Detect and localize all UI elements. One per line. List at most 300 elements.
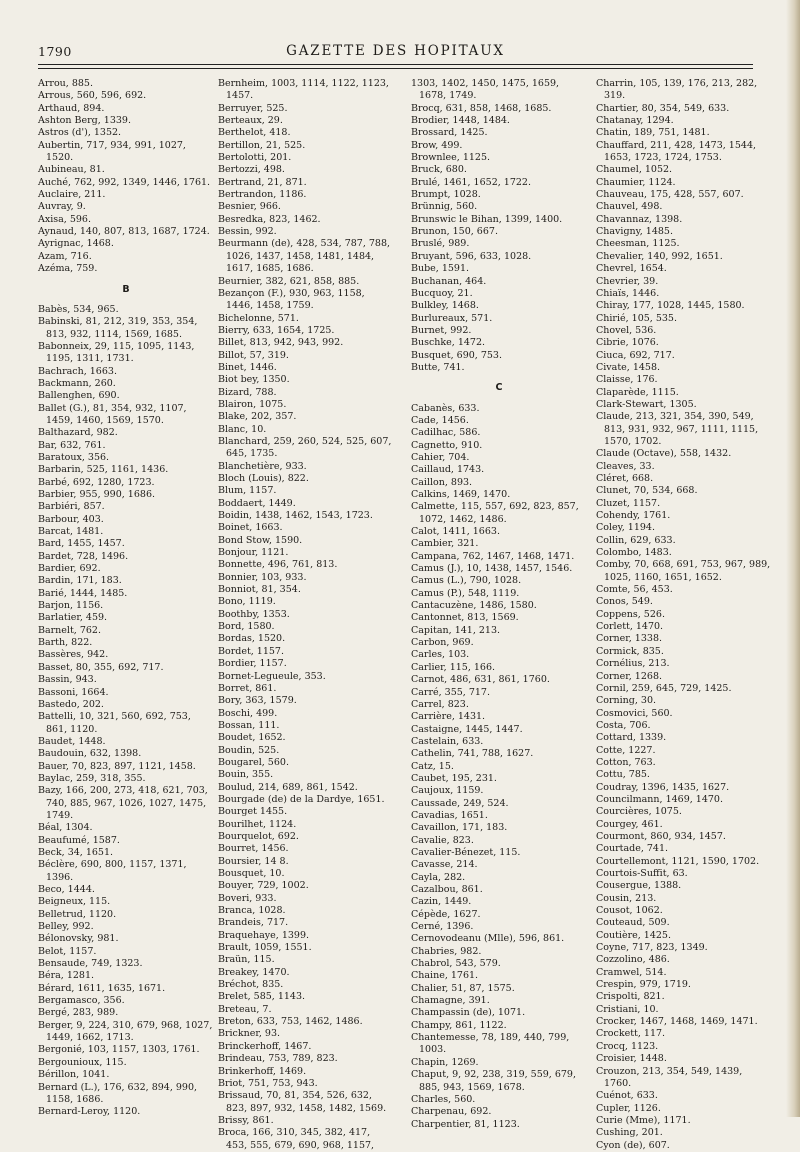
index-entry: Aubertin, 717, 934, 991, 1027, 1520. bbox=[38, 139, 186, 164]
index-entry: Bazy, 166, 200, 273, 418, 621, 703, 740, 885, 967, 1026, 1027, 1475, 1749. bbox=[38, 785, 208, 821]
index-entry: Charpenau, 692. bbox=[411, 1106, 492, 1118]
index-entry: Busquet, 690, 753. bbox=[411, 349, 502, 361]
index-entry: Chiaïs, 1446. bbox=[596, 287, 660, 299]
index-entry: Carnot, 486, 631, 861, 1760. bbox=[411, 674, 550, 686]
index-entry: Beaufumé, 1587. bbox=[38, 834, 120, 846]
index-entry: Bucquoy, 21. bbox=[411, 287, 473, 299]
index-entry: Breton, 633, 753, 1462, 1486. bbox=[218, 1016, 363, 1028]
index-entry: Arrou, 885. bbox=[38, 78, 93, 89]
index-entry: Bougarel, 560. bbox=[218, 756, 289, 768]
index-entry: Chabries, 982. bbox=[411, 945, 482, 957]
index-entry: Baudet, 1448. bbox=[38, 735, 106, 747]
index-entry: Brinckerhoff, 1467. bbox=[218, 1040, 312, 1052]
index-entry: Blanchard, 259, 260, 524, 525, 607, 645, 1735. bbox=[218, 435, 392, 460]
index-entry: Cahier, 704. bbox=[411, 451, 470, 463]
page-header bbox=[38, 40, 753, 64]
index-entry: Bossan, 111. bbox=[218, 719, 280, 731]
index-entry: Boinet, 1663. bbox=[218, 522, 283, 534]
index-entry: Belley, 992. bbox=[38, 921, 94, 933]
index-entry: Cornélius, 213. bbox=[596, 658, 670, 670]
index-entry: Bessin, 992. bbox=[218, 226, 277, 238]
index-entry: Cluzet, 1157. bbox=[596, 497, 661, 509]
header-rule-thin bbox=[38, 68, 753, 69]
index-entry: Chartier, 80, 354, 549, 633. bbox=[596, 102, 730, 114]
index-entry: Croisier, 1448. bbox=[596, 1053, 667, 1065]
page-edge-shadow bbox=[786, 0, 800, 1117]
index-entry: Cazin, 1449. bbox=[411, 896, 472, 908]
index-entry: Bulkley, 1468. bbox=[411, 300, 479, 312]
index-entry: Billet, 813, 942, 943, 992. bbox=[218, 337, 344, 349]
index-entry: Bélonovsky, 981. bbox=[38, 933, 119, 945]
index-entry: Cottard, 1339. bbox=[596, 732, 667, 744]
index-entry: Collin, 629, 633. bbox=[596, 534, 676, 546]
index-entry: Chevrel, 1654. bbox=[596, 263, 667, 275]
index-entry: Bordier, 1157. bbox=[218, 658, 287, 670]
index-entry: Castelain, 633. bbox=[411, 735, 484, 747]
index-entry: Claude (Octave), 558, 1432. bbox=[596, 448, 732, 460]
index-entry: Corner, 1338. bbox=[596, 633, 663, 645]
index-entry: Camus (P.), 548, 1119. bbox=[411, 587, 520, 599]
index-entry: Babonneix, 29, 115, 1095, 1143, 1195, 1311, 1731. bbox=[38, 340, 195, 365]
index-entry: Curie (Mme), 1171. bbox=[596, 1114, 691, 1126]
index-entry: Bergonié, 103, 1157, 1303, 1761. bbox=[38, 1044, 200, 1056]
index-entry: Catz, 15. bbox=[411, 760, 454, 772]
index-entry: Branca, 1028. bbox=[218, 905, 286, 917]
index-entry: Cyon (de), 607. bbox=[596, 1139, 670, 1151]
index-entry: Burlureaux, 571. bbox=[411, 312, 493, 324]
index-entry: Bono, 1119. bbox=[218, 596, 276, 608]
index-entry: Braquehaye, 1399. bbox=[218, 929, 310, 941]
index-entry: Chalier, 51, 87, 1575. bbox=[411, 982, 515, 994]
index-entry: Charpentier, 81, 1123. bbox=[411, 1118, 520, 1130]
index-entry: Bertolotti, 201. bbox=[218, 152, 292, 164]
index-entry: Chavannaz, 1398. bbox=[596, 213, 683, 225]
index-entry: Cousin, 213. bbox=[596, 892, 657, 904]
index-entry: Chamagne, 391. bbox=[411, 995, 490, 1007]
index-entry: Caubet, 195, 231. bbox=[411, 772, 497, 784]
index-entry: Charrin, 105, 139, 176, 213, 282, 319. bbox=[596, 78, 758, 102]
index-entry: Brunon, 150, 667. bbox=[411, 226, 498, 238]
index-entry: Barbier, 955, 990, 1686. bbox=[38, 489, 156, 500]
index-entry: Cathelin, 741, 788, 1627. bbox=[411, 748, 534, 760]
index-entry: Boschi, 499. bbox=[218, 707, 278, 719]
index-columns bbox=[38, 78, 771, 1151]
index-entry: Briot, 751, 753, 943. bbox=[218, 1077, 318, 1089]
index-entry: Bernard-Leroy, 1120. bbox=[38, 1106, 141, 1118]
index-entry: Barbour, 403. bbox=[38, 513, 104, 525]
index-entry: Ballenghen, 690. bbox=[38, 390, 120, 402]
index-entry: Bardier, 692. bbox=[38, 563, 101, 575]
index-entry: Butte, 741. bbox=[411, 361, 465, 373]
index-entry: Conos, 549. bbox=[596, 596, 653, 608]
index-entry: Ciuca, 692, 717. bbox=[596, 349, 675, 361]
index-entry: Cantacuzène, 1486, 1580. bbox=[411, 600, 537, 612]
index-entry: Ayrignac, 1468. bbox=[38, 238, 114, 250]
index-entry: Camus (J.), 10, 1438, 1457, 1546. bbox=[411, 563, 573, 575]
index-entry: Brumpt, 1028. bbox=[411, 189, 481, 201]
index-entry: Cléret, 668. bbox=[596, 473, 654, 484]
index-entry: Champassin (de), 1071. bbox=[411, 1007, 526, 1019]
index-entry: Chovel, 536. bbox=[596, 324, 657, 336]
index-entry: Axisa, 596. bbox=[38, 213, 91, 225]
index-entry: Bizard, 788. bbox=[218, 386, 277, 398]
index-entry: Courtade, 741. bbox=[596, 843, 669, 855]
index-entry: Cozzolino, 486. bbox=[596, 954, 670, 966]
index-entry: Crespin, 979, 1719. bbox=[596, 979, 691, 991]
index-entry: Chaumel, 1052. bbox=[596, 164, 673, 176]
index-entry: Arthaud, 894. bbox=[38, 102, 105, 114]
index-entry: Cagnetto, 910. bbox=[411, 439, 483, 451]
index-entry: Brinkerhoff, 1469. bbox=[218, 1065, 307, 1077]
index-entry: Cramwel, 514. bbox=[596, 966, 667, 978]
index-entry: Bernheim, 1003, 1114, 1122, 1123, 1457. bbox=[218, 78, 389, 102]
index-entry: Chavigny, 1485. bbox=[596, 226, 673, 238]
index-entry: Buschke, 1472. bbox=[411, 337, 486, 349]
index-entry: Bordas, 1520. bbox=[218, 633, 286, 645]
index-entry: Bouin, 355. bbox=[218, 769, 274, 781]
index-entry: Cousot, 1062. bbox=[596, 905, 663, 917]
index-entry: Auclaire, 211. bbox=[38, 189, 106, 201]
index-entry: Bloch (Louis), 822. bbox=[218, 473, 309, 484]
index-entry: Corner, 1268. bbox=[596, 670, 663, 682]
index-entry: Carré, 355, 717. bbox=[411, 686, 491, 698]
index-entry: Crouzon, 213, 354, 549, 1439, 1760. bbox=[596, 1065, 743, 1089]
index-entry: Besredka, 823, 1462. bbox=[218, 213, 321, 225]
index-entry: Biot bey, 1350. bbox=[218, 374, 290, 386]
index-entry: Bergé, 283, 989. bbox=[38, 1007, 119, 1019]
index-entry: Bourquelot, 692. bbox=[218, 830, 299, 842]
index-entry: Bord, 1580. bbox=[218, 621, 275, 633]
header-rule-thick bbox=[38, 64, 753, 65]
index-entry: Boudin, 525. bbox=[218, 744, 280, 756]
index-entry: Carrière, 1431. bbox=[411, 711, 486, 723]
index-entry: Bastedo, 202. bbox=[38, 698, 104, 710]
index-entry: Bourret, 1456. bbox=[218, 843, 289, 855]
index-entry: Chaine, 1761. bbox=[411, 970, 479, 982]
index-entry: Cotte, 1227. bbox=[596, 744, 656, 756]
index-entry: Bordet, 1157. bbox=[218, 645, 284, 657]
index-entry: Carbon, 969. bbox=[411, 637, 474, 649]
index-entry: Barlatier, 459. bbox=[38, 612, 108, 624]
index-entry: Claisse, 176. bbox=[596, 374, 658, 386]
index-entry: Baudouin, 632, 1398. bbox=[38, 748, 142, 760]
index-entry: Cottu, 785. bbox=[596, 769, 650, 781]
index-entry: Courtellemont, 1121, 1590, 1702. bbox=[596, 855, 760, 867]
index-entry: Bassin, 943. bbox=[38, 674, 97, 686]
index-entry: Ashton Berg, 1339. bbox=[38, 115, 131, 127]
index-entry: Bassoni, 1664. bbox=[38, 686, 109, 698]
index-entry: Arrous, 560, 596, 692. bbox=[38, 90, 147, 102]
index-entry: Brow, 499. bbox=[411, 139, 463, 151]
index-entry: Bory, 363, 1579. bbox=[218, 695, 297, 707]
index-column-2 bbox=[218, 78, 394, 1152]
index-entry: Barbiéri, 857. bbox=[38, 501, 105, 513]
index-entry: Beco, 1444. bbox=[38, 884, 95, 895]
section-letter: C bbox=[495, 382, 503, 394]
index-entry: Backmann, 260. bbox=[38, 377, 116, 389]
index-entry: Corlett, 1470. bbox=[596, 621, 664, 633]
index-column-4 bbox=[596, 78, 772, 1152]
index-entry: Colombo, 1483. bbox=[596, 547, 672, 559]
index-entry: Brelet, 585, 1143. bbox=[218, 991, 306, 1003]
index-entry: Cavalier-Bénezet, 115. bbox=[411, 846, 521, 858]
index-entry: Brunswic le Bihan, 1399, 1400. bbox=[411, 213, 563, 225]
index-entry: Aubineau, 81. bbox=[38, 164, 105, 176]
index-column-3 bbox=[411, 78, 587, 1131]
index-entry: Boddaert, 1449. bbox=[218, 497, 296, 509]
index-entry: Chevalier, 140, 992, 1651. bbox=[596, 250, 723, 262]
index-entry: Balthazard, 982. bbox=[38, 427, 118, 439]
index-entry: Claparède, 1115. bbox=[596, 386, 679, 398]
index-entry: Civate, 1458. bbox=[596, 361, 661, 373]
index-entry: Baylac, 259, 318, 355. bbox=[38, 772, 146, 784]
index-entry: Berteaux, 29. bbox=[218, 115, 283, 127]
index-entry: Bachrach, 1663. bbox=[38, 365, 117, 377]
index-entry: Cernovodeanu (Mlle), 596, 861. bbox=[411, 933, 565, 945]
index-entry: Bassères, 942. bbox=[38, 649, 109, 661]
page-number: 1790 bbox=[38, 44, 72, 59]
index-entry: Béra, 1281. bbox=[38, 970, 95, 982]
index-entry: Cerné, 1396. bbox=[411, 921, 474, 933]
index-entry: Brissy, 861. bbox=[218, 1114, 274, 1126]
index-entry: Bornet-Legueule, 353. bbox=[218, 670, 326, 682]
index-entry: Aynaud, 140, 807, 813, 1687, 1724. bbox=[38, 226, 210, 238]
index-entry: Bérillon, 1041. bbox=[38, 1069, 110, 1081]
index-entry: Bruyant, 596, 633, 1028. bbox=[411, 250, 532, 262]
index-entry: Barth, 822. bbox=[38, 637, 93, 649]
index-entry: Chapin, 1269. bbox=[411, 1056, 479, 1068]
index-entry: Billot, 57, 319. bbox=[218, 349, 289, 361]
index-entry: Chaumier, 1124. bbox=[596, 176, 676, 188]
index-entry: Comby, 70, 668, 691, 753, 967, 989, 1025, 1160, 1651, 1652. bbox=[596, 559, 771, 583]
index-entry: Bardin, 171, 183. bbox=[38, 575, 122, 587]
index-entry: Champy, 861, 1122. bbox=[411, 1019, 507, 1031]
index-entry: Belot, 1157. bbox=[38, 945, 97, 957]
index-entry: Chantemesse, 78, 189, 440, 799, 1003. bbox=[411, 1032, 570, 1056]
index-entry: Claude, 213, 321, 354, 390, 549, 813, 931, 932, 967, 1111, 1115, 1570, 1702. bbox=[596, 411, 759, 447]
index-entry: Beurmann (de), 428, 534, 787, 788, 1026, 1437, 1458, 1481, 1484, 1617, 1685, 1686. bbox=[218, 238, 391, 275]
index-entry: Cohendy, 1761. bbox=[596, 510, 671, 522]
index-entry: Barjon, 1156. bbox=[38, 600, 104, 612]
index-entry: Courtois-Suffit, 63. bbox=[596, 868, 688, 879]
index-entry: Bergounioux, 115. bbox=[38, 1056, 127, 1068]
index-entry: Cazalbou, 861. bbox=[411, 884, 483, 895]
index-entry: Charles, 560. bbox=[411, 1093, 476, 1105]
index-entry: Chabrol, 543, 579. bbox=[411, 958, 501, 970]
index-entry: Coutière, 1425. bbox=[596, 929, 671, 941]
index-entry: Béclère, 690, 800, 1157, 1371, 1396. bbox=[38, 859, 187, 883]
index-entry: Barnelt, 762. bbox=[38, 624, 101, 636]
index-entry: Bouyer, 729, 1002. bbox=[218, 880, 309, 892]
index-entry: Bertozzi, 498. bbox=[218, 164, 285, 176]
index-entry: Bourgade (de) de la Dardye, 1651. bbox=[218, 793, 385, 805]
index-entry: Cantonnet, 813, 1569. bbox=[411, 612, 519, 624]
index-entry: Courgey, 461. bbox=[596, 818, 663, 830]
index-entry: Bertrandon, 1186. bbox=[218, 189, 307, 201]
index-entry: Brissaud, 70, 81, 354, 526, 632, 823, 897, 932, 1458, 1482, 1569. bbox=[218, 1090, 387, 1114]
index-entry: Cade, 1456. bbox=[411, 414, 469, 426]
index-entry: Corning, 30. bbox=[596, 695, 657, 707]
index-entry: Carrel, 823. bbox=[411, 698, 469, 710]
index-entry: Barié, 1444, 1485. bbox=[38, 587, 128, 599]
index-entry: Barbé, 692, 1280, 1723. bbox=[38, 476, 155, 488]
index-entry: Azam, 716. bbox=[38, 250, 92, 262]
index-entry: Cristiani, 10. bbox=[596, 1003, 659, 1015]
index-entry: Bertillon, 21, 525. bbox=[218, 139, 306, 151]
index-entry: Calot, 1411, 1663. bbox=[411, 526, 500, 538]
index-entry: Blake, 202, 357. bbox=[218, 411, 297, 423]
index-entry: Cabanès, 633. bbox=[411, 402, 480, 414]
index-column-1 bbox=[38, 78, 214, 1119]
index-entry: Beck, 34, 1651. bbox=[38, 846, 114, 858]
index-entry: Boveri, 933. bbox=[218, 892, 277, 904]
index-entry: Bezançon (F.), 930, 963, 1158, 1446, 1458, 1759. bbox=[218, 287, 365, 312]
index-entry: Bourilhet, 1124. bbox=[218, 818, 297, 830]
index-entry: Calkins, 1469, 1470. bbox=[411, 489, 511, 500]
index-entry: Chaput, 9, 92, 238, 319, 559, 679, 885, 943, 1569, 1678. bbox=[411, 1069, 576, 1093]
index-entry: Caussade, 249, 524. bbox=[411, 797, 509, 809]
index-entry: Calmette, 115, 557, 692, 823, 857, 1072, 1462, 1486. bbox=[411, 501, 579, 525]
index-entry: Bourget 1455. bbox=[218, 806, 288, 818]
index-entry: Brownlee, 1125. bbox=[411, 152, 491, 164]
index-entry: Beurnier, 382, 621, 858, 885. bbox=[218, 275, 360, 287]
index-entry: Cushing, 201. bbox=[596, 1127, 663, 1139]
index-entry: Cavadias, 1651. bbox=[411, 809, 488, 821]
index-entry: Berger, 9, 224, 310, 679, 968, 1027, 1449, 1662, 1713. bbox=[38, 1019, 213, 1044]
index-entry: Burnet, 992. bbox=[411, 324, 472, 336]
index-entry: Cayla, 282. bbox=[411, 871, 466, 883]
index-entry: Barbarin, 525, 1161, 1436. bbox=[38, 464, 169, 476]
index-entry: Chevrier, 39. bbox=[596, 275, 659, 287]
section-letter: B bbox=[122, 283, 130, 295]
index-entry: Bonnette, 496, 761, 813. bbox=[218, 559, 338, 571]
index-entry: Belletrud, 1120. bbox=[38, 908, 117, 920]
index-entry: Béal, 1304. bbox=[38, 822, 93, 834]
index-entry: Brandeis, 717. bbox=[218, 917, 289, 929]
index-entry: Bruck, 680. bbox=[411, 164, 467, 176]
index-entry: Bauer, 70, 823, 897, 1121, 1458. bbox=[38, 760, 196, 772]
index-entry: Bube, 1591. bbox=[411, 263, 470, 275]
index-entry: Chauvel, 498. bbox=[596, 201, 663, 213]
index-entry: Boursier, 14 8. bbox=[218, 855, 289, 867]
index-entry: Bertrand, 21, 871. bbox=[218, 176, 307, 188]
index-entry: Ballet (G.), 81, 354, 932, 1107, 1459, 1460, 1569, 1570. bbox=[38, 402, 187, 426]
index-entry: Battelli, 10, 321, 560, 692, 753, 861, 1120. bbox=[38, 711, 191, 735]
index-entry: Brünnig, 560. bbox=[411, 201, 478, 213]
index-entry: Camus (L.), 790, 1028. bbox=[411, 575, 522, 587]
index-entry: Cavalie, 823. bbox=[411, 834, 474, 846]
index-entry: Blum, 1157. bbox=[218, 485, 277, 497]
index-entry: Brindeau, 753, 789, 823. bbox=[218, 1053, 338, 1065]
index-entry: Bonjour, 1121. bbox=[218, 547, 289, 559]
index-entry: Boothby, 1353. bbox=[218, 608, 290, 620]
index-entry: Berthelot, 418. bbox=[218, 127, 291, 139]
index-entry: Cousergue, 1388. bbox=[596, 880, 682, 892]
running-title: GAZETTE DES HOPITAUX bbox=[286, 43, 505, 59]
index-entry: Astros (d'), 1352. bbox=[38, 127, 122, 139]
index-entry: Braün, 115. bbox=[218, 954, 275, 966]
index-entry: Breteau, 7. bbox=[218, 1003, 272, 1015]
index-entry: Chatanay, 1294. bbox=[596, 115, 674, 127]
index-entry: Beigneux, 115. bbox=[38, 896, 111, 908]
index-entry: Auché, 762, 992, 1349, 1446, 1761. bbox=[38, 176, 211, 188]
index-entry: Cépède, 1627. bbox=[411, 908, 481, 920]
index-entry: Caillaud, 1743. bbox=[411, 464, 485, 476]
index-entry: Chirié, 105, 535. bbox=[596, 312, 677, 324]
index-entry: Brulé, 1461, 1652, 1722. bbox=[411, 176, 531, 188]
index-entry: Barcat, 1481. bbox=[38, 526, 104, 538]
index-entry: Coley, 1194. bbox=[596, 522, 655, 534]
index-entry: Costa, 706. bbox=[596, 719, 651, 731]
index-entry: Bergamasco, 356. bbox=[38, 995, 125, 1007]
index-entry: Bar, 632, 761. bbox=[38, 439, 106, 451]
index-entry: 1303, 1402, 1450, 1475, 1659, 1678, 1749. bbox=[411, 78, 560, 102]
index-entry: Brodier, 1448, 1484. bbox=[411, 115, 510, 127]
index-entry: Caillon, 893. bbox=[411, 476, 473, 488]
index-entry: Cheesman, 1125. bbox=[596, 238, 680, 250]
index-entry: Berruyer, 525. bbox=[218, 102, 288, 114]
index-entry: Chatin, 189, 751, 1481. bbox=[596, 127, 710, 139]
index-entry: Capitan, 141, 213. bbox=[411, 624, 501, 636]
index-entry: Blairon, 1075. bbox=[218, 398, 287, 410]
index-entry: Boidin, 1438, 1462, 1543, 1723. bbox=[218, 510, 373, 522]
index-entry: Bonnier, 103, 933. bbox=[218, 571, 307, 583]
index-entry: Cosmovici, 560. bbox=[596, 707, 673, 719]
index-entry: Clark-Stewart, 1305. bbox=[596, 398, 697, 410]
index-entry: Councilmann, 1469, 1470. bbox=[596, 793, 723, 805]
index-entry: Crockett, 117. bbox=[596, 1028, 666, 1040]
index-entry: Azéma, 759. bbox=[38, 263, 98, 275]
index-entry: Carlier, 115, 166. bbox=[411, 661, 496, 673]
index-entry: Binet, 1446. bbox=[218, 361, 277, 373]
index-entry: Courmont, 860, 934, 1457. bbox=[596, 830, 726, 842]
index-entry: Crocq, 1123. bbox=[596, 1040, 659, 1052]
index-entry: Crocker, 1467, 1468, 1469, 1471. bbox=[596, 1016, 758, 1028]
index-entry: Bérard, 1611, 1635, 1671. bbox=[38, 982, 166, 994]
index-entry: Cornil, 259, 645, 729, 1425. bbox=[596, 682, 732, 694]
index-entry: Basset, 80, 355, 692, 717. bbox=[38, 661, 164, 673]
index-entry: Bichelonne, 571. bbox=[218, 312, 299, 324]
index-entry: Coyne, 717, 823, 1349. bbox=[596, 942, 708, 954]
index-entry: Brossard, 1425. bbox=[411, 127, 488, 139]
index-entry: Blanc, 10. bbox=[218, 423, 267, 435]
index-entry: Chauveau, 175, 428, 557, 607. bbox=[596, 189, 744, 201]
index-entry: Cupler, 1126. bbox=[596, 1102, 661, 1114]
index-entry: Crispolti, 821. bbox=[596, 991, 665, 1003]
index-entry: Cibrie, 1076. bbox=[596, 337, 659, 349]
index-entry: Brocq, 631, 858, 1468, 1685. bbox=[411, 102, 552, 114]
index-entry: Buchanan, 464. bbox=[411, 275, 487, 287]
index-entry: Bierry, 633, 1654, 1725. bbox=[218, 324, 335, 336]
index-entry: Borret, 861. bbox=[218, 682, 277, 694]
index-entry: Campana, 762, 1467, 1468, 1471. bbox=[411, 550, 575, 562]
index-entry: Coudray, 1396, 1435, 1627. bbox=[596, 781, 730, 793]
index-entry: Cuénot, 633. bbox=[596, 1090, 658, 1102]
index-entry: Bousquet, 10. bbox=[218, 868, 285, 879]
index-entry: Brault, 1059, 1551. bbox=[218, 942, 312, 954]
index-entry: Chiray, 177, 1028, 1445, 1580. bbox=[596, 300, 745, 312]
index-entry: Blanchetière, 933. bbox=[218, 460, 307, 472]
index-entry: Cavasse, 214. bbox=[411, 859, 478, 871]
index-entry: Baratoux, 356. bbox=[38, 451, 110, 463]
index-entry: Cotton, 763. bbox=[596, 756, 656, 768]
index-entry: Caujoux, 1159. bbox=[411, 785, 484, 797]
index-entry: Bréchot, 835. bbox=[218, 979, 284, 991]
index-entry: Castaigne, 1445, 1447. bbox=[411, 723, 523, 735]
index-entry: Bernard (L.), 176, 632, 894, 990, 1158, 1686. bbox=[38, 1081, 198, 1105]
index-entry: Bensaude, 749, 1323. bbox=[38, 958, 143, 970]
index-entry: Cleaves, 33. bbox=[596, 460, 655, 472]
